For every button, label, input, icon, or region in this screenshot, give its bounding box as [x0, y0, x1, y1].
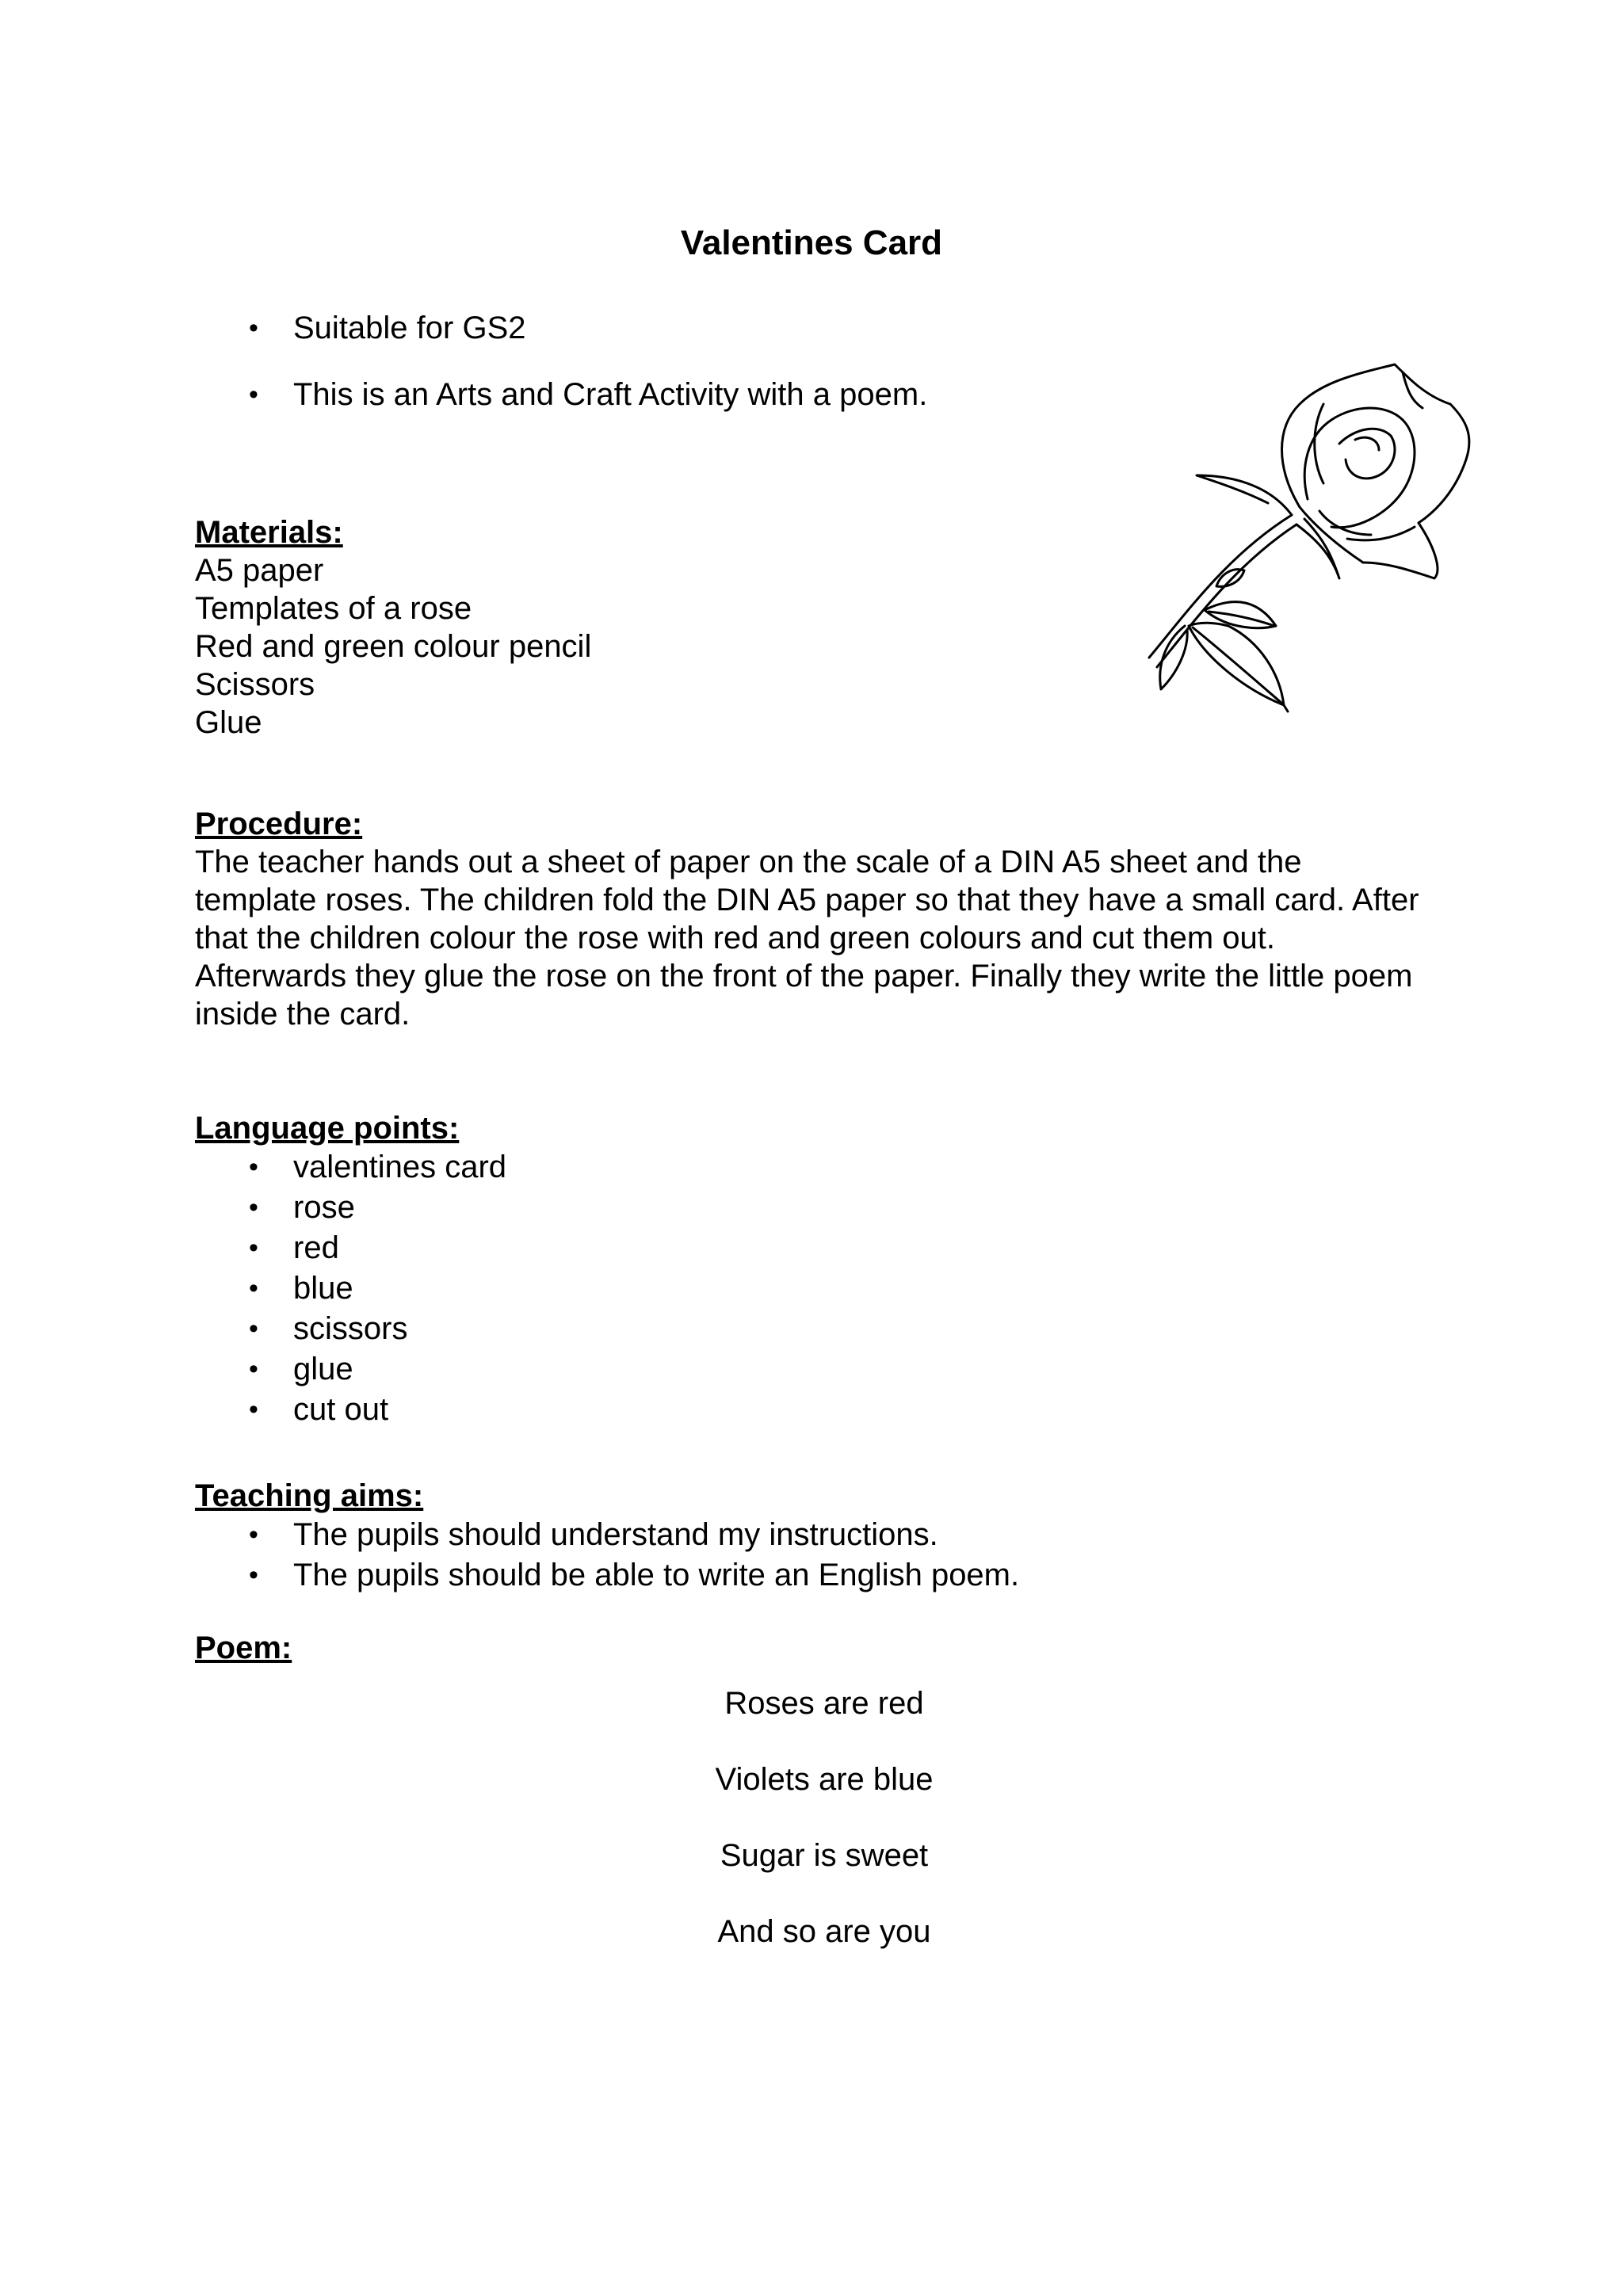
language-points-heading: Language points: — [195, 1111, 460, 1146]
bullet-icon: • — [249, 1394, 258, 1425]
teaching-aims-section — [195, 1477, 1019, 1596]
bullet-icon: • — [249, 1520, 258, 1550]
bullet-icon: • — [249, 1314, 258, 1344]
list-item: • scissors — [195, 1309, 506, 1349]
poem-text — [0, 1684, 1623, 1989]
language-points-section — [195, 1109, 506, 1430]
bullet-icon: • — [249, 1354, 258, 1384]
list-item: • blue — [195, 1268, 506, 1309]
materials-heading: Materials: — [195, 515, 343, 550]
bullet-icon: • — [249, 1233, 258, 1263]
bullet-icon: • — [249, 379, 258, 410]
intro-list — [238, 309, 927, 442]
list-item: • glue — [195, 1349, 506, 1390]
document-title: Valentines Card — [680, 223, 943, 262]
bullet-icon: • — [249, 1273, 258, 1303]
list-item: • The pupils should understand my instructions. — [195, 1515, 1019, 1555]
list-item: • This is an Arts and Craft Activity with a poem. — [249, 377, 928, 412]
teaching-aims-list — [195, 1515, 1019, 1596]
list-item: Templates of a rose — [195, 591, 472, 626]
poem-line: Roses are red — [724, 1686, 924, 1721]
procedure-heading: Procedure: — [195, 807, 363, 841]
bullet-icon: • — [249, 1192, 258, 1222]
bullet-icon: • — [249, 313, 258, 343]
bullet-icon: • — [249, 1152, 258, 1182]
list-item: • valentines card — [195, 1147, 506, 1188]
list-item: A5 paper — [195, 553, 324, 588]
poem-section — [195, 1629, 292, 1667]
list-item: • Suitable for GS2 — [249, 311, 526, 345]
rose-illustration — [1141, 357, 1482, 745]
list-item: Scissors — [195, 667, 315, 702]
materials-list — [195, 551, 591, 742]
materials-section — [195, 513, 591, 742]
bullet-icon: • — [249, 1560, 258, 1590]
procedure-text: The teacher hands out a sheet of paper on the scale of a DIN A5 sheet and the template roses. The children fold the DIN A5 paper so that they have a small card. After that the children colour the rose with red and green colours and cut them out. Afterwards they glue the rose on the front of the paper. Finally they write the little poem inside the card. — [195, 845, 1419, 1032]
poem-line: And so are you — [717, 1914, 931, 1949]
list-item: Glue — [195, 705, 262, 740]
list-item: Red and green colour pencil — [195, 629, 592, 664]
poem-heading: Poem: — [195, 1630, 292, 1665]
language-points-list — [195, 1147, 506, 1430]
poem-line: Sugar is sweet — [720, 1838, 929, 1873]
list-item: • cut out — [195, 1390, 506, 1430]
list-item: • rose — [195, 1188, 506, 1228]
teaching-aims-heading: Teaching aims: — [195, 1478, 424, 1513]
procedure-section — [195, 805, 1431, 1033]
list-item: • red — [195, 1228, 506, 1268]
poem-line: Violets are blue — [715, 1762, 934, 1797]
list-item: • The pupils should be able to write an English poem. — [195, 1555, 1019, 1596]
